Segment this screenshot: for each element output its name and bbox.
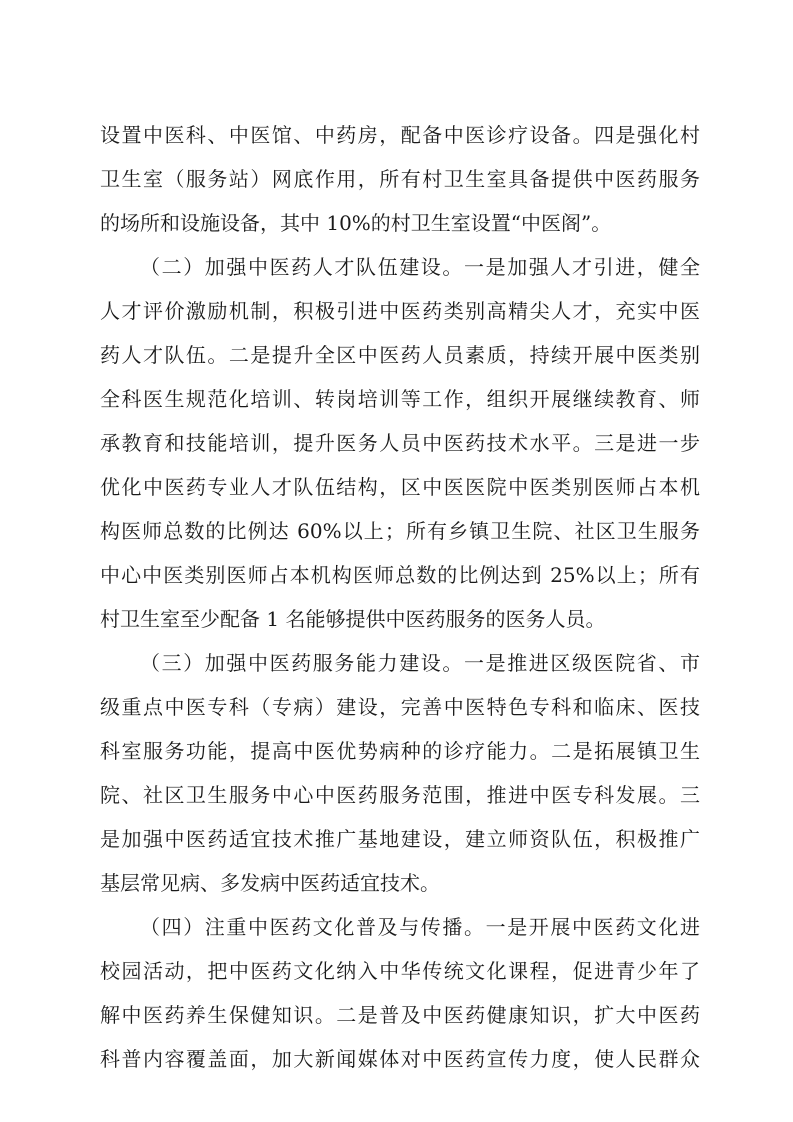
text-line: 级重点中医专科（专病）建设，完善中医特色专科和临床、医技 bbox=[100, 695, 700, 719]
text-line: 承教育和技能培训，提升医务人员中医药技术水平。三是进一步 bbox=[100, 431, 700, 455]
text-line: 村卫生室至少配备 1 名能够提供中医药服务的医务人员。 bbox=[100, 607, 606, 631]
text-line: 校园活动，把中医药文化纳入中华传统文化课程，促进青少年了 bbox=[100, 959, 700, 983]
text-line: 人才评价激励机制，积极引进中医药类别高精尖人才，充实中医 bbox=[100, 299, 700, 323]
text-line: 药人才队伍。二是提升全区中医药人员素质，持续开展中医类别 bbox=[100, 343, 700, 367]
text-line: 设置中医科、中医馆、中药房，配备中医诊疗设备。四是强化村 bbox=[100, 123, 700, 147]
text-line: 解中医药养生保健知识。二是普及中医药健康知识，扩大中医药 bbox=[100, 1003, 700, 1027]
text-line: 基层常见病、多发病中医药适宜技术。 bbox=[100, 871, 440, 895]
section-heading-line: （二）加强中医药人才队伍建设。一是加强人才引进，健全 bbox=[140, 255, 700, 279]
text-line: 科室服务功能，提高中医优势病种的诊疗能力。二是拓展镇卫生 bbox=[100, 739, 700, 763]
text-line: 是加强中医药适宜技术推广基地建设，建立师资队伍，积极推广 bbox=[100, 827, 700, 851]
text-line: 科普内容覆盖面，加大新闻媒体对中医药宣传力度，使人民群众 bbox=[100, 1047, 700, 1071]
text-line: 的场所和设施设备，其中 10%的村卫生室设置“中医阁”。 bbox=[100, 211, 612, 235]
text-line: 构医师总数的比例达 60%以上；所有乡镇卫生院、社区卫生服务 bbox=[100, 519, 700, 543]
text-line: 卫生室（服务站）网底作用，所有村卫生室具备提供中医药服务 bbox=[100, 167, 700, 191]
text-line: 优化中医药专业人才队伍结构，区中医医院中医类别医师占本机 bbox=[100, 475, 700, 499]
text-line: 全科医生规范化培训、转岗培训等工作，组织开展继续教育、师 bbox=[100, 387, 700, 411]
section-heading-line: （三）加强中医药服务能力建设。一是推进区级医院省、市 bbox=[140, 651, 700, 675]
section-heading-line: （四）注重中医药文化普及与传播。一是开展中医药文化进 bbox=[140, 915, 700, 939]
text-line: 院、社区卫生服务中心中医药服务范围，推进中医专科发展。三 bbox=[100, 783, 700, 807]
document-body bbox=[100, 113, 700, 1081]
text-line: 中心中医类别医师占本机构医师总数的比例达到 25%以上；所有 bbox=[100, 563, 700, 587]
